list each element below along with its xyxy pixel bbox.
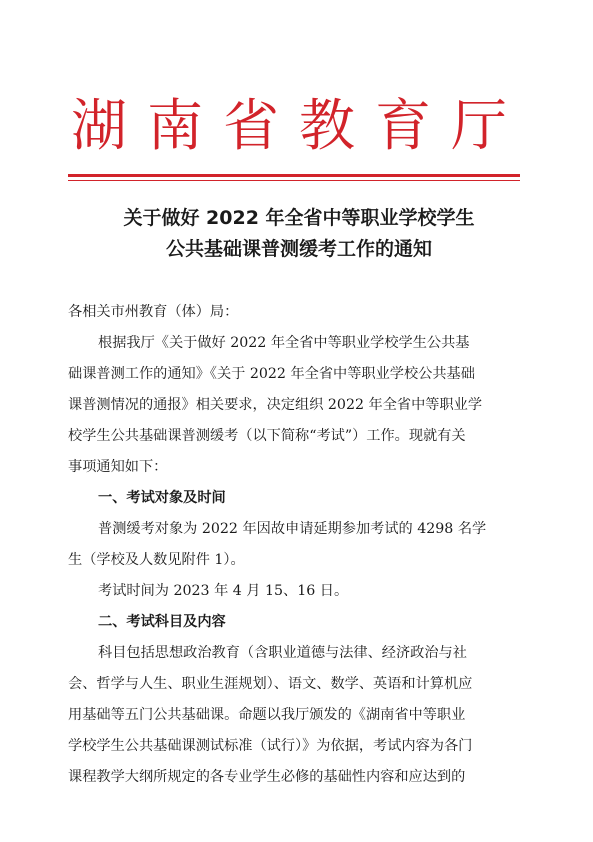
paragraph-line: 科目包括思想政治教育（含职业道德与法律、经济政治与社 (98, 645, 467, 661)
paragraph-line: 考试时间为 2023 年 4 月 15、16 日。 (98, 583, 349, 599)
paragraph-line: 用基础等五门公共基础课。命题以我厅颁发的《湖南省中等职业 (68, 707, 466, 723)
document-title-line-1: 关于做好 2022 年全省中等职业学校学生 (123, 207, 475, 229)
section-heading: 二、考试科目及内容 (98, 614, 226, 630)
paragraph-line: 学校学生公共基础课测试标准（试行）》为依据，考试内容为各门 (68, 738, 473, 754)
paragraph-line: 会、哲学与人生、职业生涯规划）、语文、数学、英语和计算机应 (68, 676, 473, 692)
paragraph-line: 事项通知如下： (68, 459, 168, 475)
paragraph-line: 校学生公共基础课普测缓考（以下简称“考试”）工作。现就有关 (68, 428, 466, 444)
issuer-header: 湖南省教育厅 (71, 94, 527, 159)
paragraph-line: 础课普测工作的通知》《关于 2022 年全省中等职业学校公共基础 (68, 366, 475, 382)
paragraph-line: 普测缓考对象为 2022 年因故申请延期参加考试的 4298 名学 (98, 521, 487, 537)
document-title-line-2: 公共基础课普测缓考工作的通知 (165, 238, 432, 260)
header-rule-thick (68, 174, 520, 177)
paragraph-line: 根据我厅《关于做好 2022 年全省中等职业学校学生公共基 (98, 335, 470, 351)
paragraph-line: 课程教学大纲所规定的各专业学生必修的基础性内容和应达到的 (68, 769, 466, 785)
paragraph-line: 课普测情况的通报》相关要求，决定组织 2022 年全省中等职业学 (68, 397, 483, 413)
paragraph-line: 生（学校及人数见附件 1）。 (68, 552, 245, 568)
section-heading: 一、考试对象及时间 (98, 490, 226, 506)
header-rule-thin (68, 180, 520, 181)
salutation: 各相关市州教育（体）局： (68, 304, 239, 320)
